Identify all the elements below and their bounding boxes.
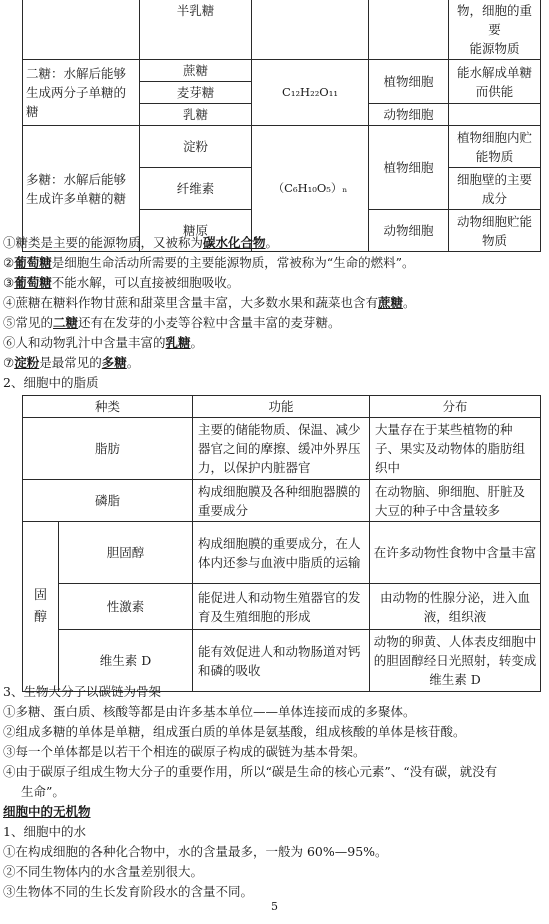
- lipid-table: [22, 395, 541, 692]
- column-header: 功能: [193, 396, 370, 418]
- note-text: 是细胞生命活动所需要的主要能源物质，常被称为“生命的燃料”。: [51, 255, 415, 270]
- table-cell: 构成细胞膜及各种细胞器膜的重要成分: [193, 480, 370, 522]
- keyword: 碳水化合物: [203, 235, 266, 250]
- table-cell: 动物细胞: [369, 104, 449, 126]
- table-row: [23, 584, 541, 630]
- keyword: 淀粉: [14, 355, 40, 370]
- table-cell: 大量存在于某些植物的种子、果实及动物体的脂肪组织中: [370, 418, 541, 480]
- note-text: ⑤常见的: [3, 315, 54, 330]
- cell-line: 物，细胞的重要: [456, 3, 532, 37]
- keyword: 葡萄糖: [14, 275, 52, 290]
- table-cell: [449, 0, 541, 60]
- table-row: [23, 480, 541, 522]
- table-cell: 动物的卵黄、人体表皮细胞中的胆固醇经日光照射，转变成维生素 D: [370, 630, 541, 692]
- note-line: [3, 273, 543, 293]
- keyword: 二糖: [53, 315, 79, 330]
- note-line: [3, 333, 543, 353]
- keyword: 乳糖: [165, 335, 191, 350]
- sugar-notes: [3, 233, 543, 393]
- table-cell: 纤维素: [140, 168, 252, 210]
- table-cell: 性激素: [59, 584, 193, 630]
- note-line: ②不同生物体内的水含量差别很大。: [3, 864, 204, 879]
- section-title: [3, 802, 543, 822]
- table-cell: 主要的储能物质、保温、减少器官之间的摩擦、缓冲外界压力，以保护内脏器官: [193, 418, 370, 480]
- sugar-table: [22, 0, 541, 252]
- note-line: ①在构成细胞的各种化合物中，水的含量最多，一般为 60%—95%。: [3, 844, 388, 859]
- table-cell: 麦芽糖: [140, 82, 252, 104]
- keyword: 葡萄糖: [14, 255, 52, 270]
- table-cell: 能水解成单糖而供能: [449, 60, 541, 104]
- keyword: 蔗糖: [378, 295, 404, 310]
- table-row: [23, 522, 541, 584]
- table-cell: 维生素 D: [59, 630, 193, 692]
- note-text: ⑦: [3, 355, 15, 370]
- table-cell: 乳糖: [140, 104, 252, 126]
- table-cell: 能促进人和动物生殖器官的发育及生殖细胞的形成: [193, 584, 370, 630]
- table-cell: 植物细胞: [369, 126, 449, 210]
- table-cell: 蔗糖: [140, 60, 252, 82]
- table-cell: 植物细胞: [369, 60, 449, 104]
- note-text: 。: [403, 295, 416, 310]
- table-cell: 固醇: [23, 522, 59, 692]
- table-cell: 细胞壁的主要成分: [449, 168, 541, 210]
- table-cell: 脂肪: [23, 418, 193, 480]
- table-cell: [252, 0, 369, 60]
- note-line: [3, 293, 543, 313]
- table-cell: 动物细胞: [369, 210, 449, 252]
- table-cell: 构成细胞膜的重要成分，在人体内还参与血液中脂质的运输: [193, 522, 370, 584]
- note-line: [3, 253, 543, 273]
- column-header: 种类: [23, 396, 193, 418]
- formula-cell: C₁₂H₂₂O₁₁: [252, 60, 369, 126]
- note-line: ④由于碳原子组成生物大分子的重要作用，所以“碳是生命的核心元素”、“没有碳，就没有: [3, 764, 498, 779]
- note-text: 还有在发芽的小麦等谷粒中含量丰富的麦芽糖。: [78, 315, 341, 330]
- note-text: 。: [126, 355, 140, 370]
- table-row: [23, 418, 541, 480]
- table-row: [23, 126, 541, 168]
- note-line: ②组成多糖的单体是单糖，组成蛋白质的单体是氨基酸，组成核酸的单体是核苷酸。: [3, 724, 466, 739]
- note-line: ③生物体不同的生长发育阶段水的含量不同。: [3, 884, 254, 899]
- table-cell: 多糖：水解后能够生成许多单糖的糖: [23, 126, 140, 252]
- column-header: 分布: [370, 396, 541, 418]
- macro-section: [3, 682, 543, 902]
- note-text: ②: [3, 255, 15, 270]
- section-heading: 2、细胞中的脂质: [3, 375, 99, 390]
- note-line: [3, 233, 543, 253]
- note-text: 。: [265, 235, 279, 250]
- note-text: ③: [3, 275, 15, 290]
- note-line: ①多糖、蛋白质、核酸等都是由许多基本单位——单体连接而成的多聚体。: [3, 704, 416, 719]
- note-text: 是最常见的: [39, 355, 102, 370]
- note-line: 生命”。: [21, 784, 65, 799]
- table-cell: 二糖：水解后能够生成两分子单糖的糖: [23, 60, 140, 126]
- note-line: [3, 353, 543, 373]
- page-number: 5: [271, 900, 278, 913]
- note-line: ③每一个单体都是以若干个相连的碳原子构成的碳链为基本骨架。: [3, 744, 366, 759]
- table-cell: 半乳糖: [140, 0, 252, 60]
- note-text: 不能水解，可以直接被细胞吸收。: [51, 275, 240, 290]
- table-cell: 植物细胞内贮能物质: [449, 126, 541, 168]
- note-text: 。: [190, 335, 204, 350]
- note-line: [3, 313, 543, 333]
- table-cell: 胆固醇: [59, 522, 193, 584]
- cell-line: 能源物质: [469, 41, 520, 56]
- table-cell: 动物细胞贮能物质: [449, 210, 541, 252]
- note-text: ④蔗糖在糖料作物甘蔗和甜菜里含量丰富，大多数水果和蔬菜也含有: [3, 295, 379, 310]
- table-cell: 在许多动物性食物中含量丰富: [370, 522, 541, 584]
- table-cell: [23, 0, 140, 60]
- table-row: [23, 0, 541, 60]
- table-row: [23, 60, 541, 82]
- table-cell: 糖原: [140, 210, 252, 252]
- keyword: 多糖: [101, 355, 127, 370]
- table-cell: 在动物脑、卵细胞、肝脏及大豆的种子中含量较多: [370, 480, 541, 522]
- note-text: ⑥人和动物乳汁中含量丰富的: [3, 335, 166, 350]
- table-cell: 由动物的性腺分泌，进入血液，组织液: [370, 584, 541, 630]
- section-heading: 1、细胞中的水: [3, 824, 86, 839]
- formula-cell: （C₆H₁₀O₅）ₙ: [252, 126, 369, 252]
- table-cell: [369, 0, 449, 60]
- table-cell: 磷脂: [23, 480, 193, 522]
- table-cell: 能有效促进人和动物肠道对钙和磷的吸收: [193, 630, 370, 692]
- table-header-row: [23, 396, 541, 418]
- section-title-text: 细胞中的无机物: [3, 804, 91, 819]
- section-heading: 3、生物大分子以碳链为骨架: [3, 684, 161, 699]
- table-cell: 淀粉: [140, 126, 252, 168]
- note-text: ①糖类是主要的能源物质，又被称为: [3, 235, 204, 250]
- table-cell: [449, 104, 541, 126]
